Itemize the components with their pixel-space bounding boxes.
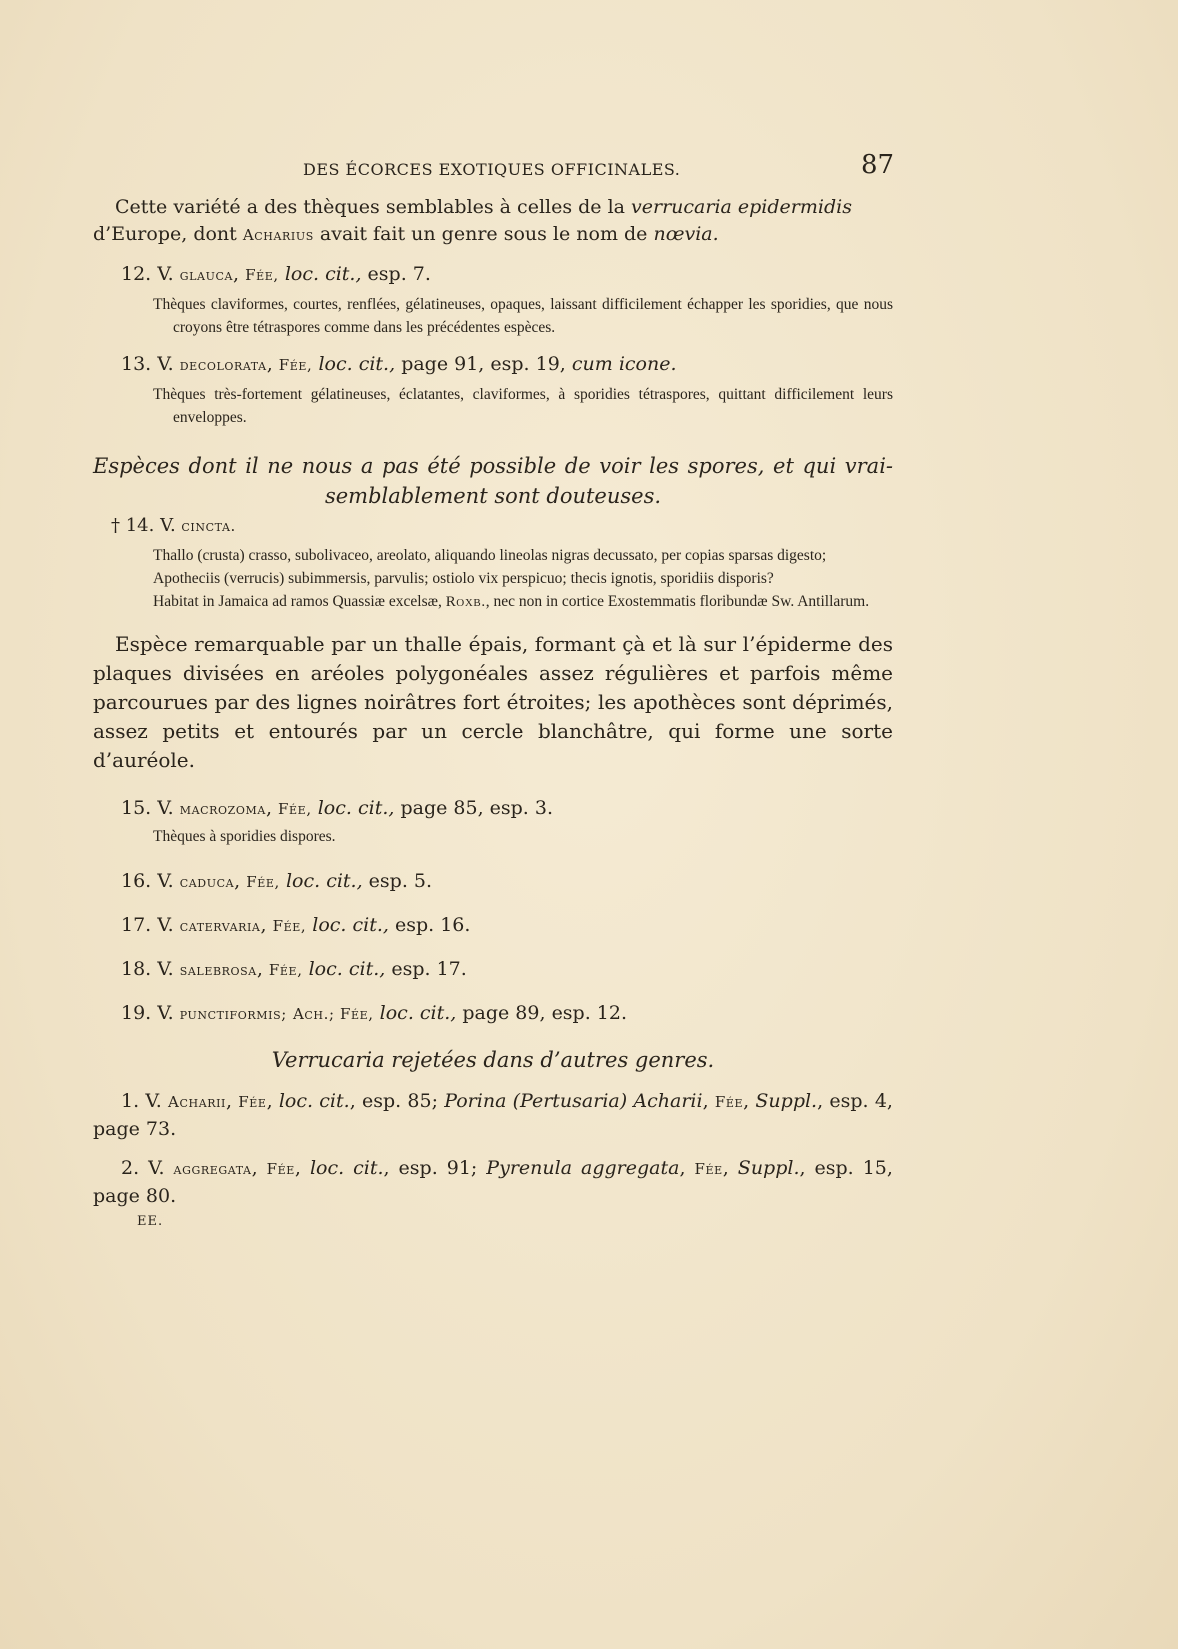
entry-number: 18. xyxy=(121,958,152,980)
species-list xyxy=(93,797,893,1024)
intro-text-part: d’Europe, dont xyxy=(93,223,243,245)
author-name: Acharius xyxy=(242,226,314,244)
reference: esp. 5. xyxy=(368,870,433,892)
body-paragraph xyxy=(93,630,893,775)
species-name: macrozoma xyxy=(179,800,266,818)
reference: esp. 16. xyxy=(394,914,471,936)
species-name: decolorata xyxy=(179,356,267,374)
entry-text: , xyxy=(743,1090,756,1112)
synonym: Pyrenula aggregata xyxy=(486,1157,680,1179)
author-name: Fée, xyxy=(246,873,280,891)
genus-abbrev: V. xyxy=(157,263,174,285)
entry-text: , esp. 15, page 80. xyxy=(93,1157,893,1207)
citation: Suppl. xyxy=(737,1157,800,1179)
citation: Suppl. xyxy=(755,1090,818,1112)
page-number: 87 xyxy=(861,150,895,180)
species-name: punctiformis; xyxy=(179,1005,287,1023)
genus-abbrev: V. xyxy=(160,515,176,536)
author-name: Fée xyxy=(238,1093,267,1111)
citation: loc. cit., xyxy=(285,870,363,892)
intro-genus: nœvia. xyxy=(653,223,719,245)
cum-icone: cum icone. xyxy=(571,353,677,375)
author-name: Fée xyxy=(714,1093,744,1111)
citation: loc. cit. xyxy=(309,1157,384,1179)
author-name: Fée, xyxy=(245,266,279,284)
entry-text: , esp. 4, page 73. xyxy=(93,1090,893,1140)
habitat-text: Habitat in Jamaica ad ramos Quassiæ excelsæ, xyxy=(153,593,446,610)
species-entry: 18. V. salebrosa, Fée, loc. cit., esp. 17. xyxy=(121,958,467,980)
signature-mark: EE. xyxy=(137,1214,164,1229)
entry-text: 2. V. xyxy=(121,1157,174,1179)
description-apothecia: Apotheciis (verrucis) subimmersis, parvulis; ostiolo vix perspicuo; thecis ignotis, sporidiis disporis? xyxy=(153,570,774,587)
note-text: Thèques claviformes, courtes, renflées, gélatineuses, opaques, laissant difficilement échapper les sporidies, que nous croyons être tétraspores comme dans les précédentes espèces. xyxy=(153,296,893,336)
species-entry-12: 12. V. glauca, Fée, loc. cit., esp. 7. xyxy=(121,263,431,285)
description-habitat xyxy=(153,590,893,614)
species-entry: 15. V. macrozoma, Fée, loc. cit., page 85, esp. 3. xyxy=(121,797,554,819)
species-name: catervaria xyxy=(179,917,261,935)
entry-number: 12. xyxy=(121,263,152,285)
rejected-list xyxy=(93,1088,893,1210)
section-heading-line: semblablement sont douteuses. xyxy=(324,484,662,508)
citation: loc. cit., xyxy=(308,958,386,980)
citation: loc. cit., xyxy=(312,914,389,936)
entry-text: , xyxy=(679,1157,695,1179)
author-name: Fée, xyxy=(272,917,307,935)
entry-number: 16. xyxy=(121,870,152,892)
reference: esp. 17. xyxy=(391,958,467,980)
section-heading xyxy=(93,451,893,511)
species-name: Acharii xyxy=(168,1093,227,1111)
species-note xyxy=(153,383,893,429)
author-name: Roxb. xyxy=(445,594,486,610)
intro-text xyxy=(93,194,893,249)
section-heading-line: Espèces dont il ne nous a pas été possible de voir les spores, et qui vrai- xyxy=(93,454,893,478)
species-entry-14 xyxy=(111,515,893,536)
species-entry-13: 13. V. decolorata, Fée, loc. cit., page 91, esp. 19, cum icone. xyxy=(121,353,677,375)
species-entry: 19. V. punctiformis; Ach.; Fée, loc. cit., page 89, esp. 12. xyxy=(121,1002,628,1024)
entry-text: , xyxy=(266,1090,279,1112)
species-note xyxy=(153,293,893,339)
paragraph-text: Espèce remarquable par un thalle épais, formant çà et là sur l’épiderme des plaques divisées en aréoles polygonéales assez régulières et parfois même parcourues par des lignes noirâtres fort étroites; les apothèces sont déprimés, assez petits et entourés par un cercle blanchâtre, qui forme une sorte d’auréole. xyxy=(93,632,893,772)
species-name: caduca xyxy=(179,873,235,891)
synonym: Porina (Pertusaria) Acharii xyxy=(444,1090,703,1112)
section-heading: Verrucaria rejetées dans d’autres genres. xyxy=(271,1048,715,1072)
intro-species: verrucaria epidermidis xyxy=(631,196,852,218)
species-note xyxy=(153,825,893,848)
entry-number: 13. xyxy=(121,353,152,375)
entry-text: , esp. 85; xyxy=(349,1090,445,1112)
entry-number: † 14. xyxy=(111,515,155,536)
entry-text: , xyxy=(251,1157,267,1179)
species-name: cincta. xyxy=(181,517,236,535)
entry-text: , esp. 91; xyxy=(383,1157,487,1179)
reference: page 85, esp. 3. xyxy=(400,797,554,819)
author-name: Fée xyxy=(266,1160,295,1178)
rejected-entry-2 xyxy=(93,1155,893,1210)
rejected-entry-1 xyxy=(93,1088,893,1143)
entry-number: 15. xyxy=(121,797,152,819)
genus-abbrev: V. xyxy=(157,353,174,375)
page-content xyxy=(93,150,893,1229)
entry-number: 17. xyxy=(121,914,152,936)
reference: page 91, esp. 19, xyxy=(401,353,566,375)
reference: esp. 7. xyxy=(367,263,431,285)
entry-number: 19. xyxy=(121,1002,152,1024)
author-name: Ach.; Fée, xyxy=(292,1005,374,1023)
entry-text: , xyxy=(226,1090,239,1112)
running-title: DES ÉCORCES EXOTIQUES OFFICINALES. xyxy=(303,160,681,179)
latin-description xyxy=(153,544,893,614)
note-text: Thèques à sporidies dispores. xyxy=(153,828,336,845)
species-name: salebrosa xyxy=(179,961,257,979)
species-name: aggregata xyxy=(173,1160,252,1178)
citation: loc. cit. xyxy=(278,1090,350,1112)
species-name: glauca xyxy=(179,266,234,284)
author-name: Fée, xyxy=(278,356,313,374)
species-entry: 16. V. caduca, Fée, loc. cit., esp. 5. xyxy=(121,870,433,892)
author-name: Fée xyxy=(694,1160,723,1178)
entry-text: , xyxy=(722,1157,738,1179)
citation: loc. cit., xyxy=(317,797,395,819)
description-thallo: Thallo (crusta) crasso, subolivaceo, areolato, aliquando lineolas nigras decussato, per copias sparsas digesto; xyxy=(153,547,827,564)
entry-text: , xyxy=(702,1090,715,1112)
habitat-text: , nec non in cortice Exostemmatis floribundæ Sw. Antillarum. xyxy=(485,593,870,610)
species-entry: 17. V. catervaria, Fée, loc. cit., esp. 16. xyxy=(121,914,471,936)
author-name: Fée, xyxy=(268,961,303,979)
note-text: Thèques très-fortement gélatineuses, éclatantes, claviformes, à sporidies tétraspores, quittant difficilement leurs enveloppes. xyxy=(153,386,893,426)
entry-text: , xyxy=(294,1157,310,1179)
reference: page 89, esp. 12. xyxy=(462,1002,628,1024)
entry-text: 1. V. xyxy=(121,1090,169,1112)
page-header xyxy=(93,150,893,194)
author-name: Fée, xyxy=(278,800,312,818)
citation: loc. cit., xyxy=(379,1002,457,1024)
intro-text-part: avait fait un genre sous le nom de xyxy=(313,223,654,245)
citation: loc. cit., xyxy=(318,353,396,375)
citation: loc. cit., xyxy=(284,263,362,285)
intro-text-part: Cette variété a des thèques semblables à celles de la xyxy=(115,196,632,218)
